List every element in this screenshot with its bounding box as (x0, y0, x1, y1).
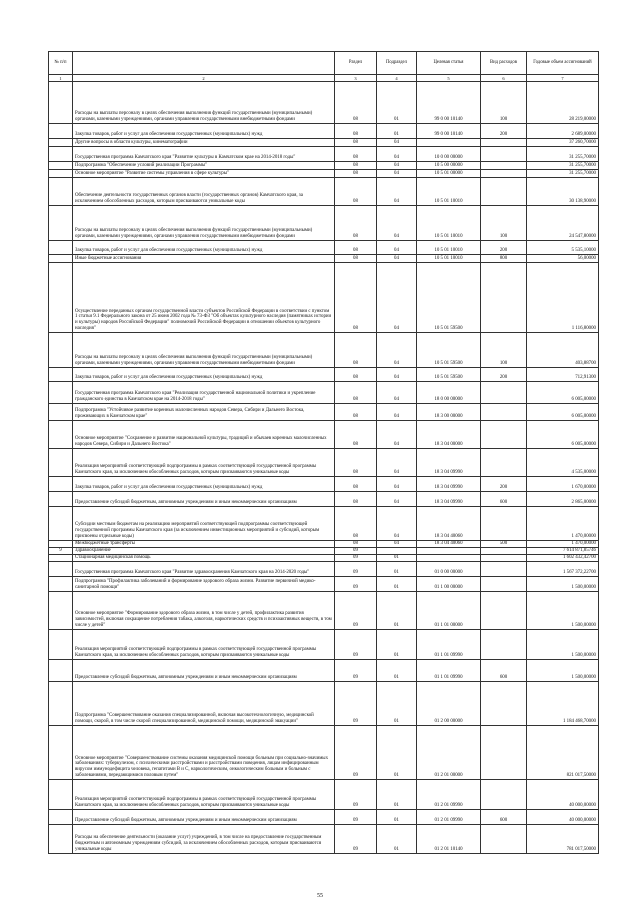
cell-sub: 04 (377, 178, 417, 206)
cell-num (49, 726, 73, 780)
cell-target (417, 548, 481, 555)
table-row (49, 477, 599, 492)
budget-table (48, 51, 599, 854)
table-row (49, 577, 599, 592)
table-row (49, 825, 599, 854)
cell-sub: 04 (377, 492, 417, 507)
cell-kind (481, 170, 527, 178)
cell-sub: 04 (377, 139, 417, 147)
cell-num (49, 368, 73, 382)
cell-target: 01 2 01 10140 (417, 825, 481, 854)
cell-name: Подпрограмма "Обеспечение условий реализации Программы" (73, 162, 335, 170)
cell-amount: 1 500,00000 (527, 592, 599, 630)
table-row (49, 147, 599, 162)
table-row (49, 630, 599, 660)
cell-target: 99 0 00 10140 (417, 124, 481, 139)
cell-kind: 200 (481, 477, 527, 492)
cell-amount: 1 184 468,70000 (527, 682, 599, 726)
cell-name: Закупка товаров, работ и услуг для обеспечения государственных (муниципальных) нужд (73, 368, 335, 382)
cell-sub: 01 (377, 82, 417, 124)
cell-sec: 08 (335, 82, 377, 124)
cell-sub: 04 (377, 162, 417, 170)
cell-sub: 04 (377, 206, 417, 241)
header-section: Раздел (335, 52, 377, 75)
header-kind: Вид расходов (481, 52, 527, 75)
cell-kind: 600 (481, 810, 527, 825)
cell-amount: 7 614 871,85746 (527, 548, 599, 555)
cell-kind (481, 825, 527, 854)
cell-num (49, 682, 73, 726)
table-row (49, 178, 599, 206)
cell-num (49, 170, 73, 178)
table-row (49, 555, 599, 562)
cell-target: 18 3 04 00000 (417, 421, 481, 449)
cell-sub: 01 (377, 682, 417, 726)
table-row (49, 263, 599, 333)
cell-sec: 09 (335, 630, 377, 660)
cell-kind (481, 382, 527, 404)
cell-sec: 08 (335, 147, 377, 162)
cell-amount: 4 535,00000 (527, 449, 599, 477)
table-row (49, 780, 599, 810)
cell-kind (481, 449, 527, 477)
cell-target: 18 3 04 09990 (417, 449, 481, 477)
cell-sec: 08 (335, 368, 377, 382)
cell-target: 10 5 01 00000 (417, 170, 481, 178)
cell-sub: 01 (377, 555, 417, 562)
cell-target: 18 3 04 40060 (417, 541, 481, 548)
cell-amount: 821 017,50000 (527, 726, 599, 780)
cell-num (49, 82, 73, 124)
cell-name: Государственная программа Камчатского края "Реализация государственной национальной политики и укрепление гражданского единства в Камчатском крае на 2014-2018 годы" (73, 382, 335, 404)
cell-num (49, 178, 73, 206)
cell-amount: 712,91300 (527, 368, 599, 382)
cell-num (49, 241, 73, 255)
page-number: 55 (317, 893, 323, 899)
cell-sec: 08 (335, 477, 377, 492)
cell-target: 01 1 00 00000 (417, 577, 481, 592)
cell-amount: 2 865,00000 (527, 492, 599, 507)
cell-sub: 04 (377, 333, 417, 368)
cell-target: 10 5 00 00000 (417, 162, 481, 170)
table-row (49, 541, 599, 548)
cell-amount: 1 602 432,42700 (527, 555, 599, 562)
header-num: № п/п (49, 52, 73, 75)
cell-sec: 09 (335, 810, 377, 825)
cell-num (49, 382, 73, 404)
cell-sub: 01 (377, 810, 417, 825)
table-row (49, 810, 599, 825)
cell-name: Здравоохранение (73, 548, 335, 555)
header-target: Целевая статья (417, 52, 481, 75)
cell-num (49, 333, 73, 368)
cell-sub: 04 (377, 241, 417, 255)
col-index: 5 (417, 75, 481, 82)
cell-name: Закупка товаров, работ и услуг для обеспечения государственных (муниципальных) нужд (73, 477, 335, 492)
cell-sub: 01 (377, 562, 417, 577)
cell-sub: 04 (377, 368, 417, 382)
cell-amount: 37 260,70000 (527, 139, 599, 147)
cell-amount: 1 470,00000 (527, 541, 599, 548)
cell-num (49, 263, 73, 333)
cell-name: Закупка товаров, работ и услуг для обеспечения государственных (муниципальных) нужд (73, 124, 335, 139)
cell-amount: 31 255,70000 (527, 162, 599, 170)
cell-target: 18 0 00 00000 (417, 382, 481, 404)
cell-name: Предоставление субсидий бюджетным, автономным учреждениям и иным некоммерческим организациям (73, 810, 335, 825)
cell-sub: 04 (377, 421, 417, 449)
cell-name: Субсидии местным бюджетам на реализацию мероприятий соответствующей подпрограммы соответствующей государственной программы Камчатского края (за исключением инвестиционных мероприятий и субсидий, которым присвоены отдельные коды) (73, 507, 335, 541)
cell-num (49, 660, 73, 682)
cell-name: Предоставление субсидий бюджетным, автономным учреждениям и иным некоммерческим организациям (73, 660, 335, 682)
table-row (49, 562, 599, 577)
table-row (49, 124, 599, 139)
cell-amount: 1 500,00000 (527, 577, 599, 592)
table-row (49, 726, 599, 780)
cell-sub: 01 (377, 630, 417, 660)
cell-amount: 31 255,70000 (527, 170, 599, 178)
cell-amount: 5 535,10000 (527, 241, 599, 255)
cell-num (49, 421, 73, 449)
cell-kind (481, 263, 527, 333)
cell-amount: 1 116,80000 (527, 263, 599, 333)
cell-sec: 09 (335, 548, 377, 555)
cell-target: 18 3 04 09990 (417, 477, 481, 492)
cell-sec: 08 (335, 162, 377, 170)
cell-num (49, 507, 73, 541)
cell-target: 10 5 01 10010 (417, 178, 481, 206)
cell-sub: 01 (377, 726, 417, 780)
cell-sec: 09 (335, 825, 377, 854)
cell-kind (481, 147, 527, 162)
cell-sec: 09 (335, 660, 377, 682)
cell-name: Межбюджетные трансферты (73, 541, 335, 548)
cell-amount: 1 567 372,22700 (527, 562, 599, 577)
cell-sec: 08 (335, 404, 377, 421)
table-row (49, 333, 599, 368)
cell-target: 10 5 01 59500 (417, 333, 481, 368)
cell-num (49, 562, 73, 577)
cell-amount: 24 547,80000 (527, 206, 599, 241)
cell-amount: 6 005,00000 (527, 382, 599, 404)
cell-kind: 500 (481, 541, 527, 548)
cell-kind: 100 (481, 206, 527, 241)
cell-sec: 09 (335, 555, 377, 562)
cell-sub: 01 (377, 825, 417, 854)
cell-sec: 09 (335, 577, 377, 592)
cell-sub: 04 (377, 263, 417, 333)
cell-sec: 08 (335, 263, 377, 333)
cell-amount: 781 017,50000 (527, 825, 599, 854)
cell-num (49, 592, 73, 630)
cell-sec: 08 (335, 255, 377, 263)
cell-num (49, 206, 73, 241)
cell-sec: 08 (335, 241, 377, 255)
cell-kind (481, 139, 527, 147)
cell-num (49, 124, 73, 139)
cell-sec: 08 (335, 333, 377, 368)
cell-sec: 08 (335, 206, 377, 241)
cell-kind (481, 507, 527, 541)
cell-sub: 04 (377, 255, 417, 263)
cell-sec: 09 (335, 780, 377, 810)
cell-name: Реализация мероприятий соответствующей подпрограммы в рамках соответствующей государственной программы Камчатского края, за исключением обособленных расходов, которым присваиваются уникальные коды (73, 780, 335, 810)
cell-num (49, 630, 73, 660)
cell-amount: 6 005,00000 (527, 421, 599, 449)
table-row (49, 139, 599, 147)
cell-amount: 1 470,00000 (527, 507, 599, 541)
cell-sec: 08 (335, 492, 377, 507)
cell-num (49, 404, 73, 421)
col-index: 1 (49, 75, 73, 82)
cell-target: 01 2 01 00000 (417, 726, 481, 780)
cell-num (49, 577, 73, 592)
cell-sec: 08 (335, 124, 377, 139)
cell-target: 99 0 00 10140 (417, 82, 481, 124)
cell-sec: 09 (335, 726, 377, 780)
col-index: 4 (377, 75, 417, 82)
cell-sub: 04 (377, 507, 417, 541)
cell-sub: 04 (377, 541, 417, 548)
cell-target: 01 2 01 09990 (417, 810, 481, 825)
cell-sec: 08 (335, 178, 377, 206)
cell-target (417, 139, 481, 147)
table-row (49, 548, 599, 555)
cell-sub: 01 (377, 660, 417, 682)
cell-name: Предоставление субсидий бюджетным, автономным учреждениям и иным некоммерческим организациям (73, 492, 335, 507)
table-row (49, 404, 599, 421)
table-row (49, 421, 599, 449)
cell-sec: 08 (335, 421, 377, 449)
cell-kind (481, 562, 527, 577)
cell-target: 18 3 04 40060 (417, 507, 481, 541)
cell-name: Основное мероприятие "Совершенствование системы оказания медицинской помощи больным при социально-значимых заболеваниях: туберкулезом, с психическими расстройствами и расстройствами поведения, лицам инфицированным вирусом иммунодефицита человека, гепатитами В и С, наркологическим, онкологическим больным и больным с заболеваниями, передающимися половым путем" (73, 726, 335, 780)
table-row (49, 449, 599, 477)
cell-sub: 04 (377, 147, 417, 162)
cell-num (49, 449, 73, 477)
cell-num (49, 492, 73, 507)
col-index: 6 (481, 75, 527, 82)
cell-sub (377, 548, 417, 555)
cell-sub: 01 (377, 124, 417, 139)
cell-amount: 1 670,00000 (527, 477, 599, 492)
cell-target: 01 1 01 09990 (417, 630, 481, 660)
cell-kind: 800 (481, 255, 527, 263)
cell-name: Расходы на обеспечение деятельности (оказание услуг) учреждений, в том числе на предоставление государственным бюджетным и автономным учреждениям субсидий, за исключением обособленных расходов, которым присваиваются уникальные коды (73, 825, 335, 854)
cell-num (49, 139, 73, 147)
cell-kind (481, 404, 527, 421)
column-index-row (49, 75, 599, 82)
cell-sec: 08 (335, 449, 377, 477)
cell-kind (481, 577, 527, 592)
table-row (49, 368, 599, 382)
cell-amount: 40 000,00000 (527, 780, 599, 810)
cell-kind (481, 780, 527, 810)
cell-sub: 01 (377, 780, 417, 810)
cell-num (49, 162, 73, 170)
cell-kind (481, 548, 527, 555)
cell-amount: 403,88700 (527, 333, 599, 368)
table-row (49, 492, 599, 507)
cell-kind: 200 (481, 241, 527, 255)
cell-target: 01 0 00 00000 (417, 562, 481, 577)
table-row (49, 660, 599, 682)
cell-amount: 40 000,00000 (527, 810, 599, 825)
cell-target: 10 5 01 10010 (417, 241, 481, 255)
table-row (49, 206, 599, 241)
cell-num (49, 477, 73, 492)
cell-kind (481, 630, 527, 660)
cell-target: 10 5 01 10010 (417, 206, 481, 241)
table-row (49, 682, 599, 726)
cell-amount: 1 500,00000 (527, 630, 599, 660)
cell-amount: 31 255,70000 (527, 147, 599, 162)
cell-name: Реализация мероприятий соответствующей подпрограммы в рамках соответствующей государственной программы Камчатского края, за исключением обособленных расходов, которым присваиваются уникальные коды (73, 449, 335, 477)
cell-sub: 04 (377, 449, 417, 477)
table-row (49, 255, 599, 263)
cell-amount: 28 219,00000 (527, 82, 599, 124)
cell-amount: 6 005,00000 (527, 404, 599, 421)
cell-name: Расходы на выплаты персоналу в целях обеспечения выполнения функций государственными (муниципальными) органами, казенными учреждениями, органами управления государственными внебюджетными фондами (73, 206, 335, 241)
cell-target (417, 555, 481, 562)
cell-num (49, 147, 73, 162)
header-amount: Годовые объем ассигнований (527, 52, 599, 75)
cell-kind: 200 (481, 368, 527, 382)
table-row (49, 162, 599, 170)
cell-sec: 08 (335, 541, 377, 548)
cell-sec: 08 (335, 507, 377, 541)
cell-kind: 600 (481, 660, 527, 682)
col-index: 3 (335, 75, 377, 82)
header-name (73, 52, 335, 75)
cell-kind (481, 421, 527, 449)
cell-target: 01 1 01 09990 (417, 660, 481, 682)
cell-name: Обеспечение деятельности государственных органов власти (государственных органов) Камчатского края, за исключением обособленных расходов, которым присваиваются уникальные коды (73, 178, 335, 206)
header-subsection: Подраздел (377, 52, 417, 75)
cell-num (49, 555, 73, 562)
cell-target: 01 1 01 00000 (417, 592, 481, 630)
cell-num: 9 (49, 548, 73, 555)
cell-num (49, 541, 73, 548)
cell-amount: 56,00000 (527, 255, 599, 263)
cell-num (49, 825, 73, 854)
cell-kind: 600 (481, 492, 527, 507)
cell-num (49, 255, 73, 263)
table-row (49, 507, 599, 541)
cell-num (49, 810, 73, 825)
cell-sub: 01 (377, 577, 417, 592)
cell-kind: 100 (481, 82, 527, 124)
cell-sec: 09 (335, 592, 377, 630)
cell-amount: 2 689,00000 (527, 124, 599, 139)
cell-name: Подпрограмма "Устойчивое развитие коренных малочисленных народов Севера, Сибири и Дальнего Востока, проживающих в Камчатском крае" (73, 404, 335, 421)
cell-kind: 200 (481, 124, 527, 139)
cell-target: 10 5 01 59500 (417, 263, 481, 333)
table-row (49, 82, 599, 124)
cell-target: 01 2 00 00000 (417, 682, 481, 726)
cell-sub: 04 (377, 477, 417, 492)
table-row (49, 241, 599, 255)
cell-kind (481, 162, 527, 170)
cell-name: Основное мероприятие "Сохранение и развитие национальной культуры, традиций и обычаев коренных малочисленных народов Севера, Сибири и Дальнего Востока" (73, 421, 335, 449)
cell-name: Государственная программа Камчатского края "Развитие здравоохранения Камчатского края на 2014-2020 годы" (73, 562, 335, 577)
cell-target: 18 3 04 09990 (417, 492, 481, 507)
cell-amount: 1 500,00000 (527, 660, 599, 682)
cell-sec: 08 (335, 170, 377, 178)
cell-sub: 04 (377, 382, 417, 404)
cell-name: Основное мероприятие "Развитие системы управления в сфере культуры" (73, 170, 335, 178)
cell-target: 10 5 01 10010 (417, 255, 481, 263)
cell-sub: 04 (377, 404, 417, 421)
cell-name: Основное мероприятие "Формирование здорового образа жизни, в том числе у детей, профилактика развития зависимостей, включая сокращение потребления табака, алкоголя, наркотических средств и психоактивных веществ, в том числе у детей" (73, 592, 335, 630)
cell-kind: 100 (481, 333, 527, 368)
cell-target: 01 2 01 09990 (417, 780, 481, 810)
cell-name: Государственная программа Камчатского края "Развитие культуры в Камчатском крае на 2014-2018 годы" (73, 147, 335, 162)
table-header-row (49, 52, 599, 75)
cell-sub: 01 (377, 592, 417, 630)
cell-name: Расходы на выплаты персоналу в целях обеспечения выполнения функций государственными (муниципальными) органами, казенными учреждениями, органами управления государственными внебюджетными фондами (73, 82, 335, 124)
cell-kind (481, 592, 527, 630)
cell-num (49, 780, 73, 810)
cell-name: Расходы на выплаты персоналу в целях обеспечения выполнения функций государственными (муниципальными) органами, казенными учреждениями, органами управления государственными внебюджетными фондами (73, 333, 335, 368)
cell-kind (481, 682, 527, 726)
cell-kind (481, 726, 527, 780)
cell-sec: 09 (335, 562, 377, 577)
cell-target: 18 3 00 00000 (417, 404, 481, 421)
cell-target: 10 0 00 00000 (417, 147, 481, 162)
cell-name: Подпрограмма "Профилактика заболеваний и формирование здорового образа жизни. Развитие первичной медико-санитарной помощи" (73, 577, 335, 592)
cell-name: Другие вопросы в области культуры, кинематографии (73, 139, 335, 147)
col-index: 2 (73, 75, 335, 82)
cell-name: Подпрограмма "Совершенствование оказания специализированной, включая высокотехнологичную, медицинской помощи, скорой, в том числе скорой специализированной, медицинской помощи, медицинской эвакуации" (73, 682, 335, 726)
cell-sec: 08 (335, 139, 377, 147)
table-row (49, 592, 599, 630)
table-row (49, 170, 599, 178)
cell-name: Реализация мероприятий соответствующей подпрограммы в рамках соответствующей государственной программы Камчатского края, за исключением обособленных расходов, которым присваиваются уникальные коды (73, 630, 335, 660)
table-row (49, 382, 599, 404)
cell-name: Стационарная медицинская помощь (73, 555, 335, 562)
col-index: 7 (527, 75, 599, 82)
cell-sec: 08 (335, 382, 377, 404)
cell-name: Закупка товаров, работ и услуг для обеспечения государственных (муниципальных) нужд (73, 241, 335, 255)
cell-sub: 04 (377, 170, 417, 178)
cell-name: Иные бюджетные ассигнования (73, 255, 335, 263)
cell-amount: 30 138,90000 (527, 178, 599, 206)
cell-target: 10 5 01 59500 (417, 368, 481, 382)
cell-kind (481, 555, 527, 562)
cell-sec: 09 (335, 682, 377, 726)
cell-kind (481, 178, 527, 206)
cell-name: Осуществление переданных органам государственной власти субъектов Российской Федерации в соответствии с пунктом 1 статьи 9.1 Федерального закона от 25 июня 2002 года № 73-ФЗ "Об объектах культурного наследия (памятниках истории и культуры) народов Российской Федерации" полномочий Российской Федерации в отношении объектов культурного наследия" (73, 263, 335, 333)
